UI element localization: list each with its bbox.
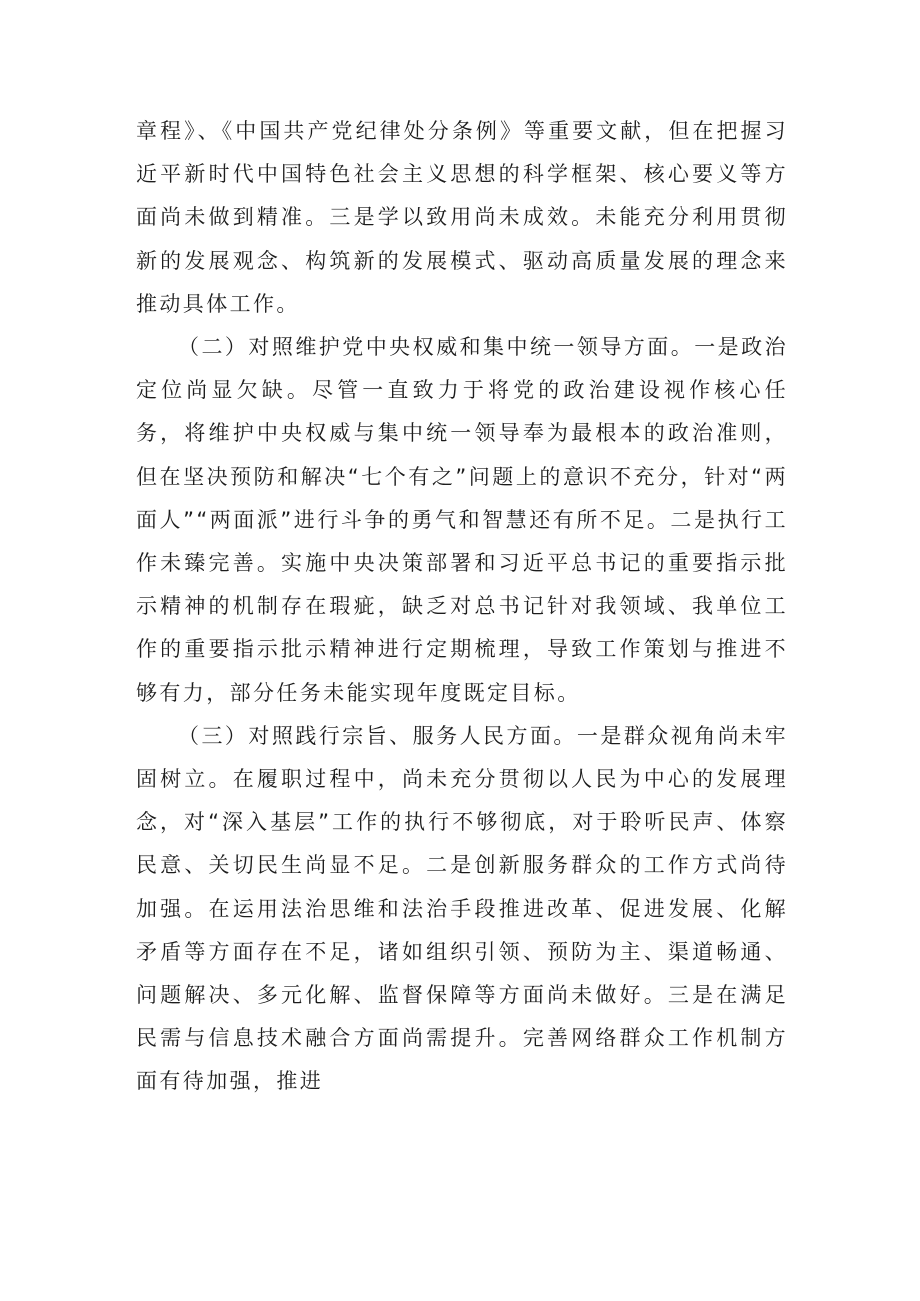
paragraph-continuation: 章程》、《中国共产党纪律处分条例》等重要文献，但在把握习近平新时代中国特色社会主义思想的科学框架、核心要义等方面尚未做到精准。三是学以致用尚未成效。未能充分利用贯彻新的发展观念、构筑新的发展模式、驱动高质量发展的理念来推动具体工作。 bbox=[136, 119, 788, 316]
paragraph-section-2: （二）对照维护党中央权威和集中统一领导方面。一是政治定位尚显欠缺。尽管一直致力于将党的政治建设视作核心任务，将维护中央权威与集中统一领导奉为最根本的政治准则，但在坚决预防和解决“七个有之”问题上的意识不充分，针对“两面人”“两面派”进行斗争的勇气和智慧还有所不足。二是执行工作未臻完善。实施中央决策部署和习近平总书记的重要指示批示精神的机制存在瑕疵，缺乏对总书记针对我领域、我单位工作的重要指示批示精神进行定期梳理，导致工作策划与推进不够有力，部分任务未能实现年度既定目标。 bbox=[136, 335, 788, 705]
paragraph-section-3: （三）对照践行宗旨、服务人民方面。一是群众视角尚未牢固树立。在履职过程中，尚未充分贯彻以人民为中心的发展理念，对“深入基层”工作的执行不够彻底，对于聆听民声、体察民意、关切民生尚显不足。二是创新服务群众的工作方式尚待加强。在运用法治思维和法治手段推进改革、促进发展、化解矛盾等方面存在不足，诸如组织引领、预防为主、渠道畅通、问题解决、多元化解、监督保障等方面尚未做好。三是在满足民需与信息技术融合方面尚需提升。完善网络群众工作机制方面有待加强，推进 bbox=[136, 723, 788, 1094]
document-body bbox=[136, 110, 788, 1104]
